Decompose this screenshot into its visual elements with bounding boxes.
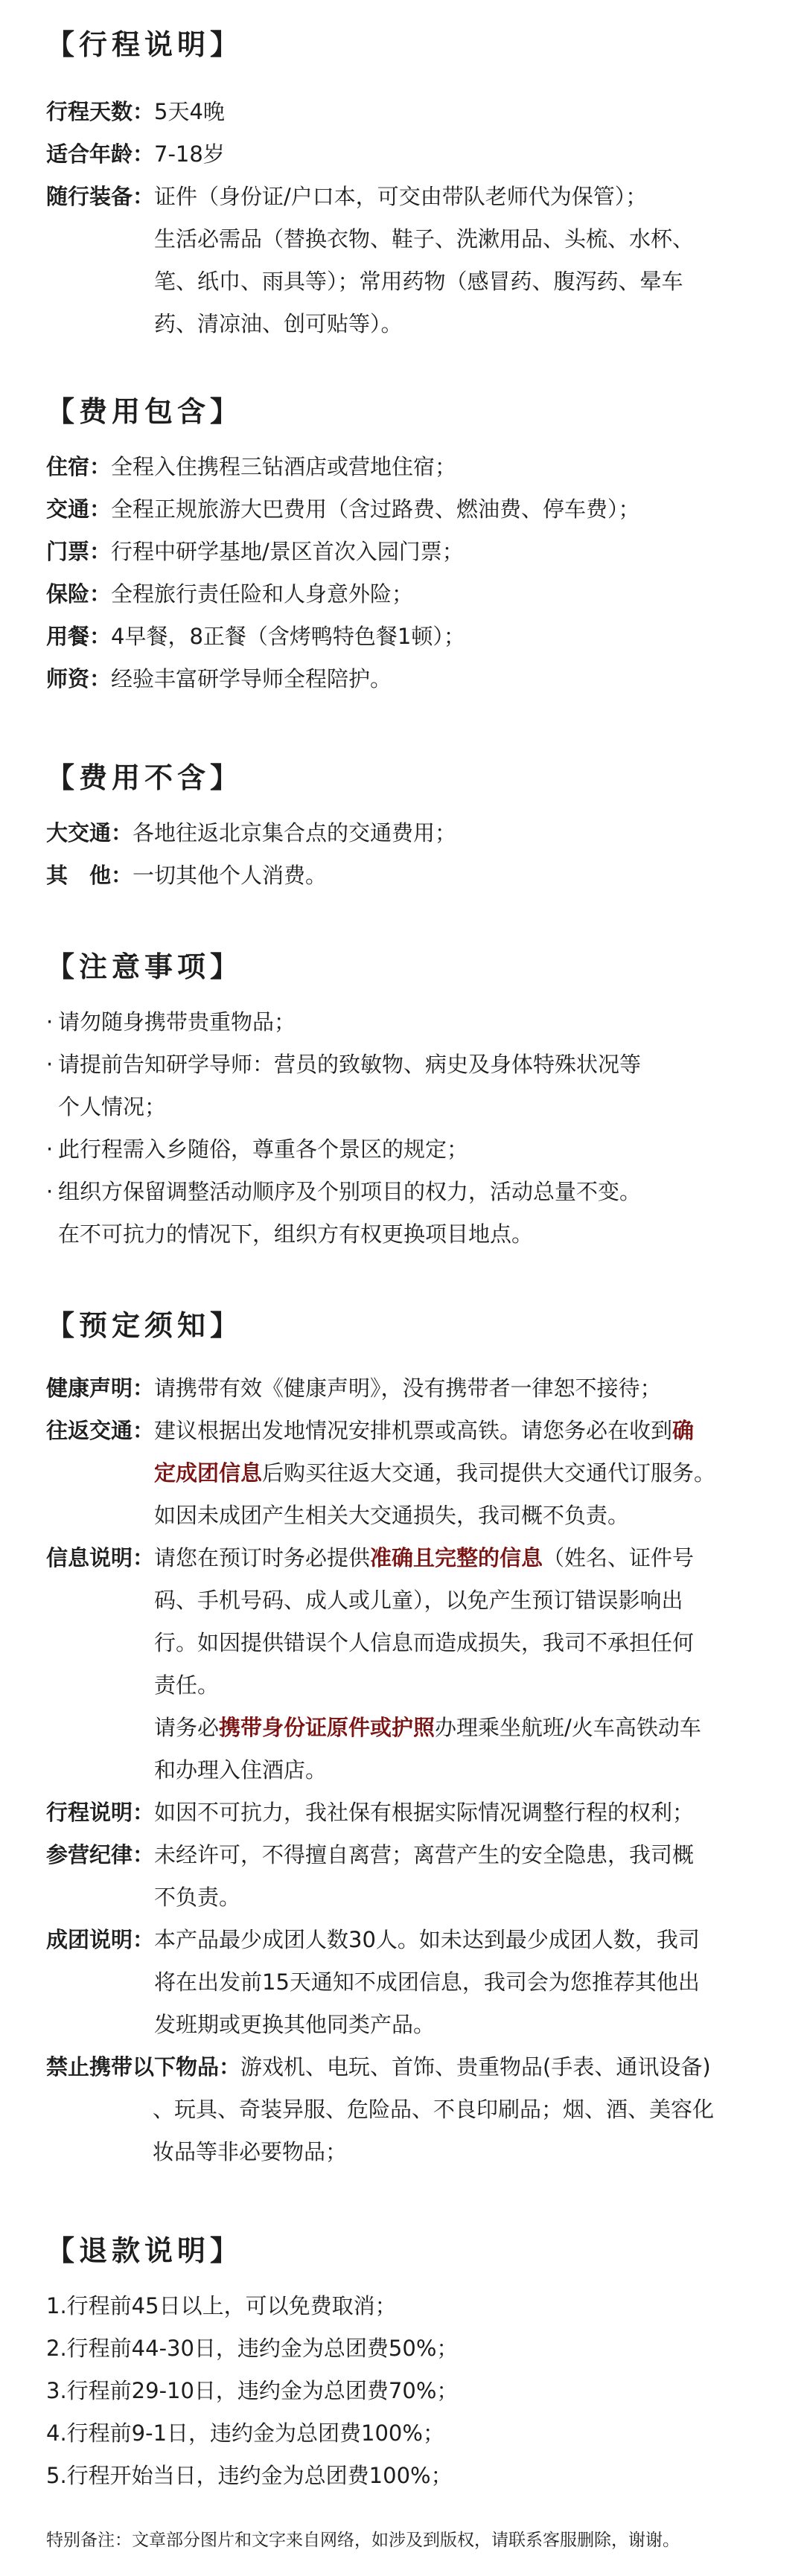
included-label: 住宿： xyxy=(46,454,112,479)
discipline-row xyxy=(46,1834,762,1919)
excluded-label: 大交通： xyxy=(46,820,133,846)
gear-label: 随行装备： xyxy=(46,184,155,209)
age-row xyxy=(46,133,762,176)
days-row xyxy=(46,91,762,133)
ban-text: 游戏机、电玩、首饰、贵重物品(手表、通讯设备) xyxy=(240,2054,711,2080)
group-text: 将在出发前15天通知不成团信息，我司会为您推荐其他出 xyxy=(154,1969,700,1995)
health-value: 请携带有效《健康声明》，没有携带者一律恕不接待； xyxy=(154,1375,662,1401)
group-text: 发班期或更换其他同类产品。 xyxy=(154,2012,436,2037)
included-value: 全程旅行责任险和人身意外险； xyxy=(111,581,414,607)
gear-line: 证件（身份证/户口本，可交由带队老师代为保管）； xyxy=(154,184,648,209)
booking-title: 【预定须知】 xyxy=(46,1309,243,1342)
excluded-value: 各地往返北京集合点的交通费用； xyxy=(133,820,457,846)
itin-row xyxy=(46,1792,762,1834)
gear-value xyxy=(154,176,762,345)
bullet-dot: · xyxy=(46,1137,54,1162)
notice-line: 此行程需入乡随俗，尊重各个景区的规定； xyxy=(58,1137,469,1162)
info-row xyxy=(46,1537,762,1792)
highlight-text: 准确且完整的信息 xyxy=(370,1545,543,1570)
ban-row xyxy=(46,2046,762,2088)
included-label: 保险： xyxy=(46,581,112,607)
discipline-label: 参营纪律： xyxy=(46,1842,155,1867)
info-text: 行。如因提供错误个人信息而造成损失，我司不承担任何 xyxy=(154,1630,695,1655)
included-row xyxy=(46,488,762,531)
group-value xyxy=(154,1919,762,2046)
refund-item: 3.行程前29-10日，违约金为总团费70%； xyxy=(46,2378,459,2403)
refund-title: 【退款说明】 xyxy=(46,2234,243,2267)
itinerary-title: 【行程说明】 xyxy=(46,28,243,61)
info-text: 请务必 xyxy=(154,1715,220,1740)
health-label: 健康声明： xyxy=(46,1375,155,1401)
included-value: 4早餐，8正餐（含烤鸭特色餐1顿）； xyxy=(111,624,465,649)
transport-text: 后购买往返大交通，我司提供大交通代订服务。 xyxy=(262,1460,716,1486)
days-value: 5天4晚 xyxy=(154,99,225,124)
notice-item xyxy=(46,1171,762,1256)
transport-value xyxy=(154,1410,762,1537)
included-row xyxy=(46,446,762,488)
booking-section xyxy=(46,1300,762,2173)
days-label: 行程天数： xyxy=(46,99,155,124)
highlight-text: 定成团信息 xyxy=(154,1460,263,1486)
included-row xyxy=(46,658,762,700)
notice-item xyxy=(46,1001,762,1043)
included-row xyxy=(46,531,762,573)
notice-line: 个人情况； xyxy=(58,1094,167,1119)
info-label: 信息说明： xyxy=(46,1545,155,1570)
group-text: 本产品最少成团人数30人。如未达到最少成团人数，我司 xyxy=(154,1927,700,1952)
included-label: 交通： xyxy=(46,496,112,522)
bullet-dot: · xyxy=(46,1009,54,1035)
highlight-text: 携带身份证原件或护照 xyxy=(219,1715,436,1740)
gear-line: 笔、纸巾、雨具等）；常用药物（感冒药、腹泻药、晕车 xyxy=(154,269,683,294)
notice-line: 请勿随身携带贵重物品； xyxy=(58,1009,296,1035)
info-text: 办理乘坐航班/火车高铁动车 xyxy=(435,1715,701,1740)
highlight-text: 确 xyxy=(672,1418,695,1443)
excluded-label: 其 他： xyxy=(46,863,133,888)
included-value: 经验丰富研学导师全程陪护。 xyxy=(111,666,392,691)
itin-value: 如因不可抗力，我社保有根据实际情况调整行程的权利； xyxy=(154,1800,695,1825)
ban-text: 妆品等非必要物品； xyxy=(153,2139,348,2164)
included-title: 【费用包含】 xyxy=(46,395,243,428)
included-label: 师资： xyxy=(46,666,112,691)
excluded-value: 一切其他个人消费。 xyxy=(133,863,328,888)
included-value: 行程中研学基地/景区首次入园门票； xyxy=(111,539,464,564)
itin-label: 行程说明： xyxy=(46,1800,155,1825)
excluded-row xyxy=(46,854,762,897)
info-value xyxy=(154,1537,762,1792)
bullet-dot: · xyxy=(46,1179,54,1204)
transport-row xyxy=(46,1410,762,1537)
itinerary-section xyxy=(46,0,762,345)
transport-label: 往返交通： xyxy=(46,1418,155,1443)
notice-item xyxy=(46,1128,762,1171)
discipline-text: 未经许可，不得擅自离营；离营产生的安全隐患，我司概 xyxy=(154,1842,695,1867)
age-value: 7-18岁 xyxy=(154,141,225,167)
bullet-dot: · xyxy=(46,1052,54,1077)
notice-line: 请提前告知研学导师：营员的致敏物、病史及身体特殊状况等 xyxy=(58,1052,642,1077)
transport-text: 如因未成团产生相关大交通损失，我司概不负责。 xyxy=(154,1503,630,1528)
ban-continued xyxy=(46,2088,762,2173)
info-text: 码、手机号码、成人或儿童），以免产生预订错误影响出 xyxy=(154,1588,683,1613)
refund-item: 4.行程前9-1日，违约金为总团费100%； xyxy=(46,2420,444,2446)
info-text: 和办理入住酒店。 xyxy=(154,1757,328,1783)
notice-section xyxy=(46,942,762,1256)
included-row xyxy=(46,573,762,616)
ban-value xyxy=(240,2046,762,2088)
included-section xyxy=(46,386,762,700)
gear-line: 生活必需品（替换衣物、鞋子、洗漱用品、头梳、水杯、 xyxy=(154,226,695,252)
gear-line: 药、清凉油、创可贴等）。 xyxy=(154,311,403,336)
ban-text: 、玩具、奇装异服、危险品、不良印刷品；烟、酒、美容化 xyxy=(153,2097,715,2122)
discipline-text: 不负责。 xyxy=(154,1885,241,1910)
excluded-row xyxy=(46,812,762,854)
transport-text: 建议根据出发地情况安排机票或高铁。请您务必在收到 xyxy=(154,1418,673,1443)
notice-line: 在不可抗力的情况下，组织方有权更换项目地点。 xyxy=(58,1221,534,1247)
included-row xyxy=(46,616,762,658)
age-label: 适合年龄： xyxy=(46,141,155,167)
health-row xyxy=(46,1367,762,1410)
included-label: 用餐： xyxy=(46,624,112,649)
info-text: 责任。 xyxy=(154,1672,220,1698)
refund-item: 5.行程开始当日，违约金为总团费100%； xyxy=(46,2463,453,2488)
refund-section xyxy=(46,2225,762,2497)
group-row xyxy=(46,1919,762,2046)
notice-line: 组织方保留调整活动顺序及个别项目的权力，活动总量不变。 xyxy=(58,1179,642,1204)
included-value: 全程入住携程三钻酒店或营地住宿； xyxy=(111,454,457,479)
excluded-section xyxy=(46,752,762,897)
excluded-title: 【费用不含】 xyxy=(46,761,243,794)
footer-note: 特别备注：文章部分图片和文字来自网络，如涉及到版权，请联系客服删除，谢谢。 xyxy=(46,2531,680,2550)
gear-row xyxy=(46,176,762,345)
discipline-value xyxy=(154,1834,762,1919)
refund-item: 2.行程前44-30日，违约金为总团费50%； xyxy=(46,2336,459,2361)
ban-label: 禁止携带以下物品： xyxy=(46,2054,241,2080)
included-label: 门票： xyxy=(46,539,112,564)
notice-title: 【注意事项】 xyxy=(46,950,243,983)
info-text: （姓名、证件号 xyxy=(543,1545,695,1570)
included-value: 全程正规旅游大巴费用（含过路费、燃油费、停车费）； xyxy=(111,496,640,522)
refund-item: 1.行程前45日以上，可以免费取消； xyxy=(46,2293,397,2318)
notice-item xyxy=(46,1043,762,1128)
info-text: 请您在预订时务必提供 xyxy=(154,1545,371,1570)
group-label: 成团说明： xyxy=(46,1927,155,1952)
